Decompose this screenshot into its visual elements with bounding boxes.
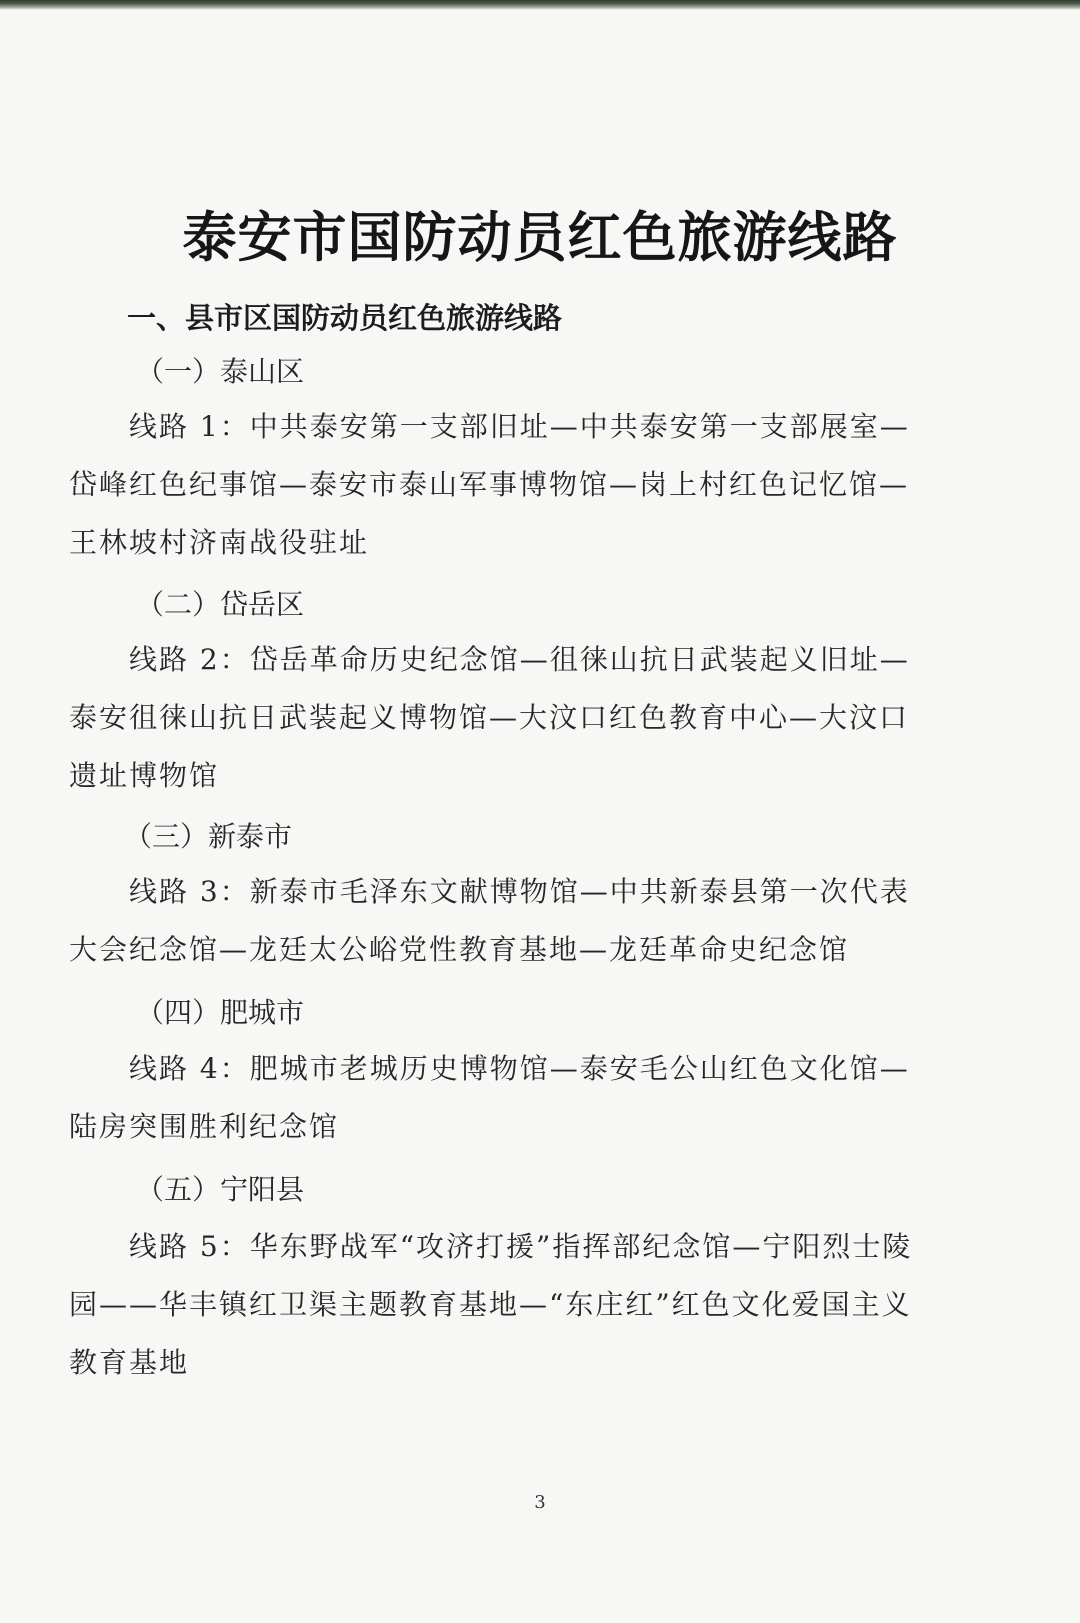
route-1-text: 线路 1：中共泰安第一支部旧址—中共泰安第一支部展室—岱峰红色纪事馆—泰安市泰山军事博物馆—岗上村红色记忆馆—王林坡村济南战役驻址 [69,410,910,559]
route-2-text: 线路 2：岱岳革命历史纪念馆—徂徕山抗日武装起义旧址—泰安徂徕山抗日武装起义博物馆—大汶口红色教育中心—大汶口遗址博物馆 [69,643,910,792]
scan-top-edge [0,0,1080,10]
page-number: 3 [534,1492,546,1513]
route-4-text: 线路 4：肥城市老城历史博物馆—泰安毛公山红色文化馆—陆房突围胜利纪念馆 [69,1052,910,1143]
district-heading-daiyue: （二）岱岳区 [136,588,305,621]
district-heading-xintai: （三）新泰市 [124,820,293,853]
route-3-text: 线路 3：新泰市毛泽东文献博物馆—中共新泰县第一次代表大会纪念馆—龙廷太公峪党性教育基地—龙廷革命史纪念馆 [69,875,910,966]
route-5-text: 线路 5：华东野战军“攻济打援”指挥部纪念馆—宁阳烈士陵园——华丰镇红卫渠主题教育基地—“东庄红”红色文化爱国主义教育基地 [69,1230,913,1379]
district-heading-taishan: （一）泰山区 [136,355,305,388]
document-title: 泰安市国防动员红色旅游线路 [182,205,898,269]
section-heading: 一、县市区国防动员红色旅游线路 [127,301,563,335]
district-heading-ningyang: （五）宁阳县 [136,1173,305,1206]
district-heading-feicheng: （四）肥城市 [136,996,305,1029]
